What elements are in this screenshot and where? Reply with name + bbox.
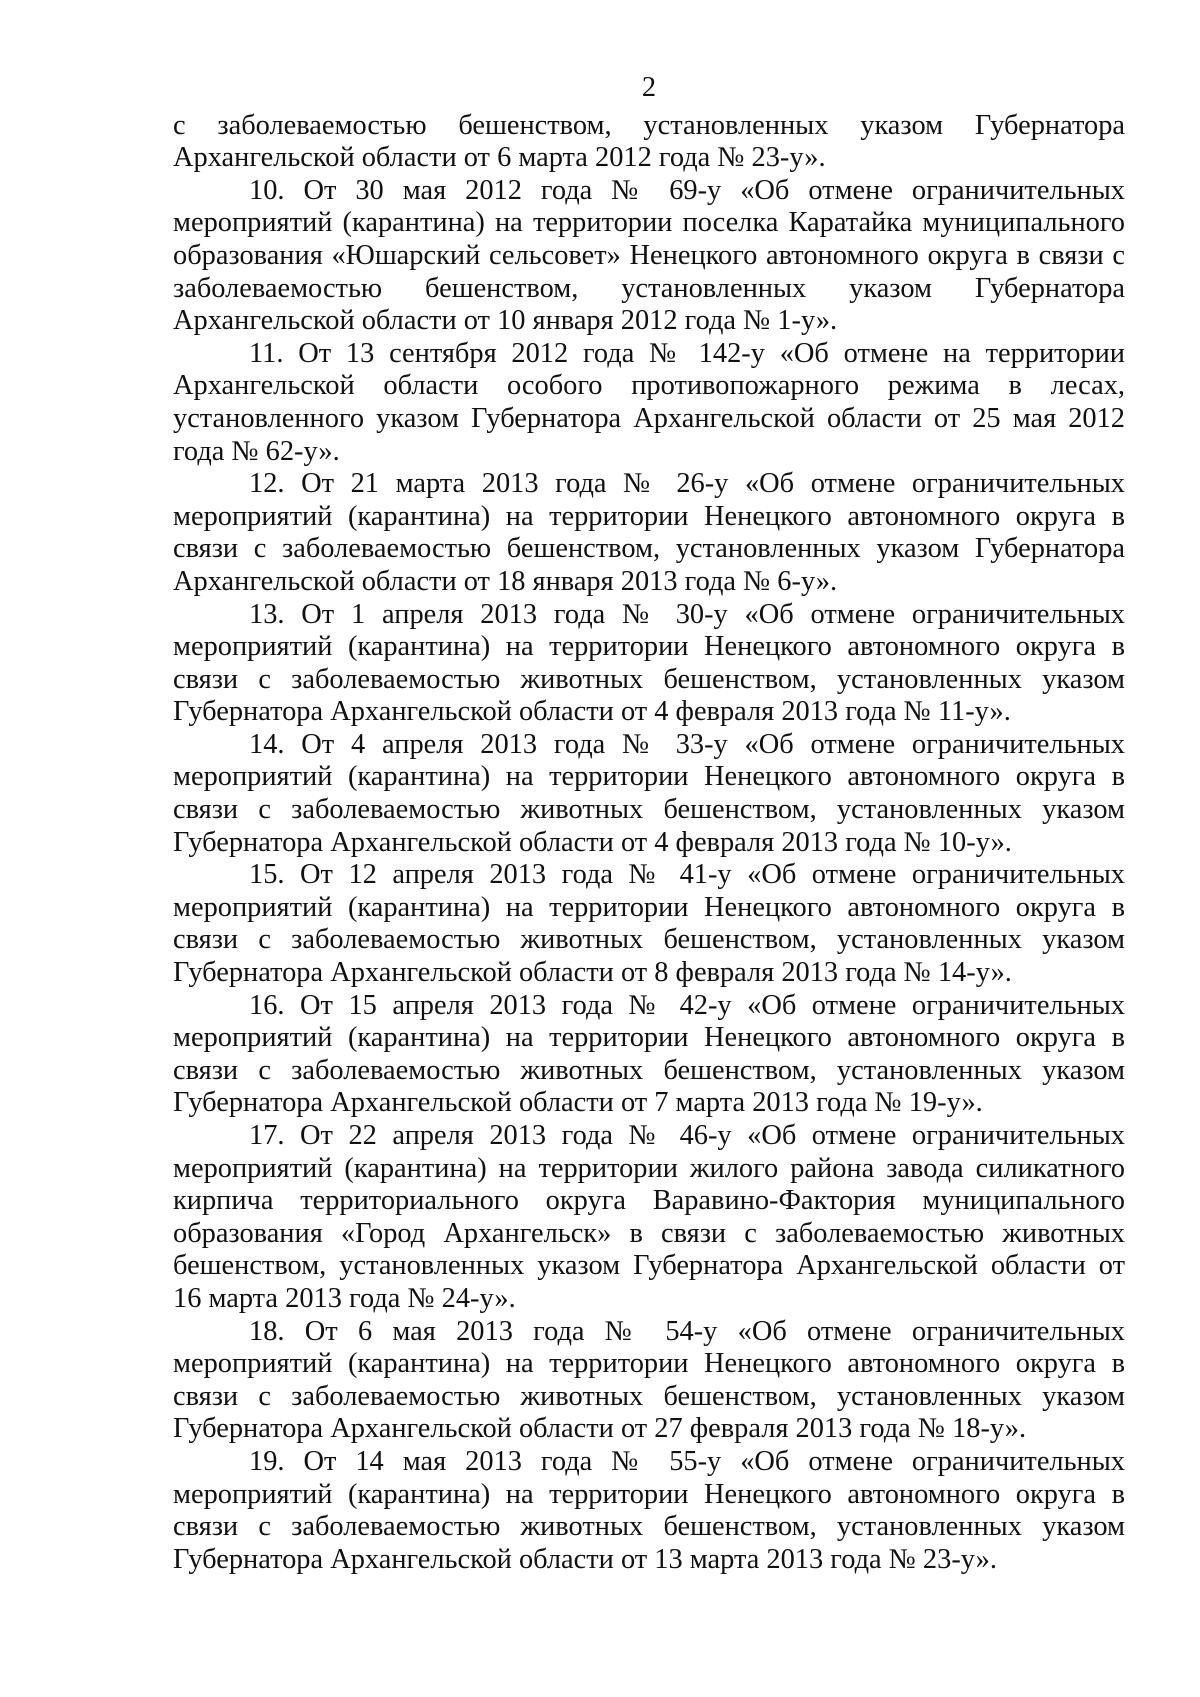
document-body [173,110,1125,1577]
paragraph-item-11: 11. От 13 сентября 2012 года № 142-у «Об отмене на территории Архангельской области особого противопожарного режима в лесах, установленного указом Губернатора Архангельской области от 25 мая 2012 года № 62-у». [173,337,1125,467]
paragraph-item-13: 13. От 1 апреля 2013 года № 30-у «Об отмене ограничительных мероприятий (карантина) на территории Ненецкого автономного округа в связи с заболеваемостью животных бешенством, установленных указом Губернатора Архангельской области от 4 февраля 2013 года № 11-у». [173,598,1125,728]
paragraph-item-18: 18. От 6 мая 2013 года № 54-у «Об отмене ограничительных мероприятий (карантина) на территории Ненецкого автономного округа в связи с заболеваемостью животных бешенством, установленных указом Губернатора Архангельской области от 27 февраля 2013 года № 18-у». [173,1315,1125,1445]
paragraph-item-14: 14. От 4 апреля 2013 года № 33-у «Об отмене ограничительных мероприятий (карантина) на территории Ненецкого автономного округа в связи с заболеваемостью животных бешенством, установленных указом Губернатора Архангельской области от 4 февраля 2013 года № 10-у». [173,728,1125,858]
paragraph-continuation: с заболеваемостью бешенством, установленных указом Губернатора Архангельской области от 6 марта 2012 года № 23-у». [173,109,1125,174]
paragraph-item-15: 15. От 12 апреля 2013 года № 41-у «Об отмене ограничительных мероприятий (карантина) на территории Ненецкого автономного округа в связи с заболеваемостью животных бешенством, установленных указом Губернатора Архангельской области от 8 февраля 2013 года № 14-у». [173,859,1125,989]
page-number: 2 [641,72,657,103]
paragraph-item-16: 16. От 15 апреля 2013 года № 42-у «Об отмене ограничительных мероприятий (карантина) на территории Ненецкого автономного округа в связи с заболеваемостью животных бешенством, установленных указом Губернатора Архангельской области от 7 марта 2013 года № 19-у». [173,989,1125,1119]
paragraph-item-12: 12. От 21 марта 2013 года № 26-у «Об отмене ограничительных мероприятий (карантина) на территории Ненецкого автономного округа в связи с заболеваемостью бешенством, установленных указом Губернатора Архангельской области от 18 января 2013 года № 6-у». [173,468,1125,597]
paragraph-item-19: 19. От 14 мая 2013 года № 55-у «Об отмене ограничительных мероприятий (карантина) на территории Ненецкого автономного округа в связи с заболеваемостью животных бешенством, установленных указом Губернатора Архангельской области от 13 марта 2013 года № 23-у». [173,1445,1125,1575]
paragraph-item-17: 17. От 22 апреля 2013 года № 46-у «Об отмене ограничительных мероприятий (карантина) на территории жилого района завода силикатного кирпича территориального округа Варавино-Фактория муниципального образования «Город Архангельск» в связи с заболеваемостью животных бешенством, установленных указом Губернатора Архангельской области от 16 марта 2013 года № 24-у». [173,1120,1125,1314]
paragraph-item-10: 10. От 30 мая 2012 года № 69-у «Об отмене ограничительных мероприятий (карантина) на территории поселка Каратайка муниципального образования «Юшарский сельсовет» Ненецкого автономного округа в связи с заболеваемостью бешенством, установленных указом Губернатора Архангельской области от 10 января 2012 года № 1-у». [173,174,1125,337]
